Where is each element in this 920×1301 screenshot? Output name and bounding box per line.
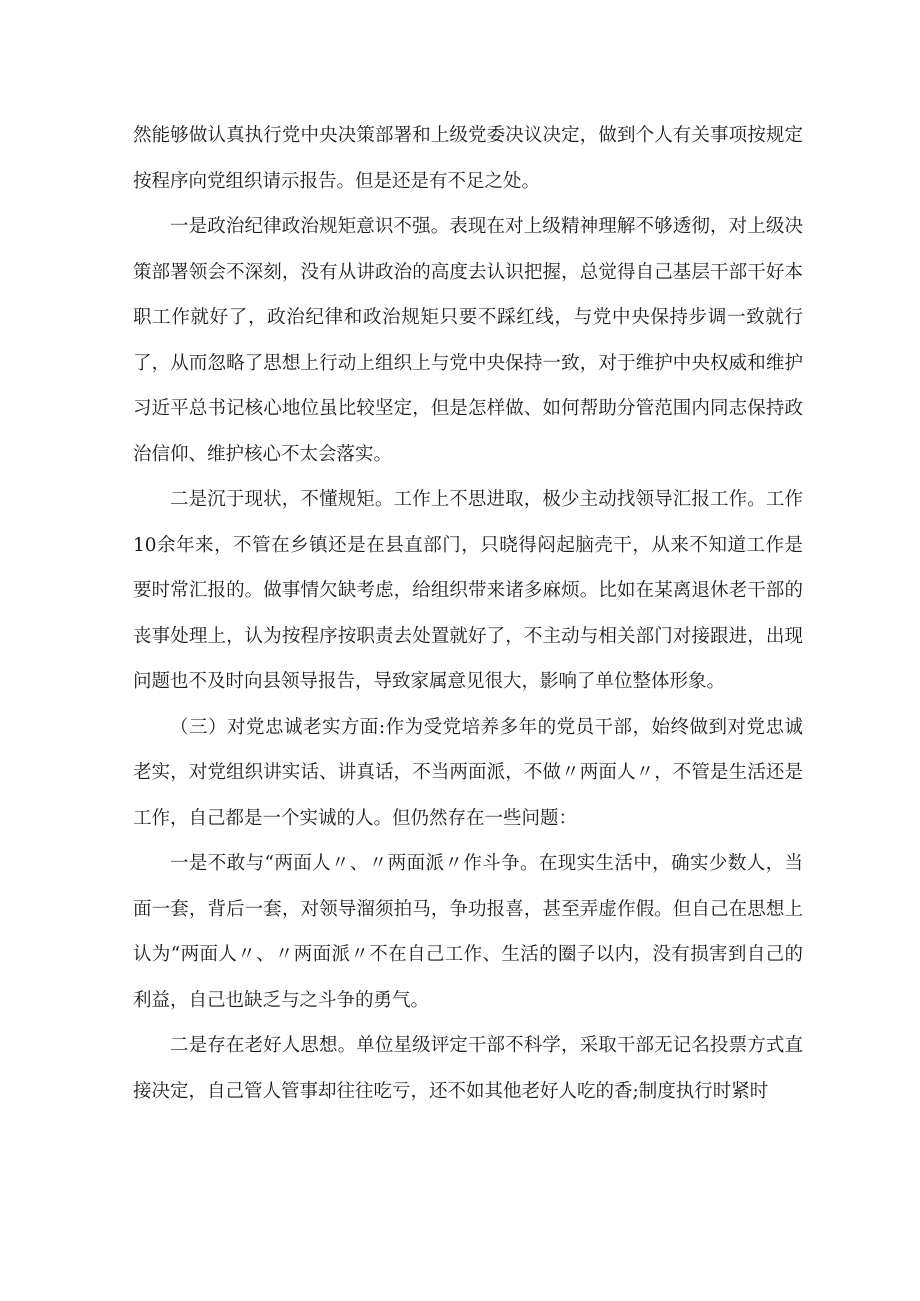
paragraph-two-faced: 一是不敢与“两面人〃、〃两面派〃作斗争。在现实生活中，确实少数人，当面一套，背后一套，对领导溜须拍马，争功报喜，甚至弄虚作假。但自己在思想上认为“两面人〃、〃两面派〃不在自己工作、生活的圈子以内，没有损害到自己的利益，自己也缺乏与之斗争的勇气。 bbox=[133, 853, 803, 1011]
document-body bbox=[133, 113, 803, 1114]
paragraph-status-quo: 二是沉于现状，不懂规矩。工作上不思进取，极少主动找领导汇报工作。工作10余年来，不管在乡镇还是在县直部门，只晓得闷起脑壳干，从来不知道工作是要时常汇报的。做事情欠缺考虑，给组织带来诸多麻烦。比如在某离退休老干部的丧事处理上，认为按程序按职责去处置就好了，不主动与相关部门对接跟进，出现问题也不及时向县领导报告，导致家属意见很大，影响了单位整体形象。 bbox=[133, 489, 803, 692]
paragraph-nice-guy: 二是存在老好人思想。单位星级评定干部不科学，采取干部无记名投票方式直接决定，自己管人管事却往往吃亏，还不如其他老好人吃的香;制度执行时紧时 bbox=[133, 1035, 803, 1102]
paragraph-continuation: 然能够做认真执行党中央决策部署和上级党委决议决定，做到个人有关事项按规定按程序向党组织请示报告。但是还是有不足之处。 bbox=[133, 125, 803, 192]
paragraph-section-three: （三）对党忠诚老实方面:作为受党培养多年的党员干部，始终做到对党忠诚老实，对党组织讲实话、讲真话，不当两面派，不做〃两面人〃，不管是生活还是工作，自己都是一个实诚的人。但仍然存在一些问题： bbox=[133, 716, 803, 829]
paragraph-political-discipline: 一是政治纪律政治规矩意识不强。表现在对上级精神理解不够透彻，对上级决策部署领会不深刻，没有从讲政治的高度去认识把握，总觉得自己基层干部干好本职工作就好了，政治纪律和政治规矩只要不踩红线，与党中央保持步调一致就行了，从而忽略了思想上行动上组织上与党中央保持一致，对于维护中央权威和维护习近平总书记核心地位虽比较坚定，但是怎样做、如何帮助分管范围内同志保持政治信仰、维护核心不太会落实。 bbox=[133, 216, 803, 465]
